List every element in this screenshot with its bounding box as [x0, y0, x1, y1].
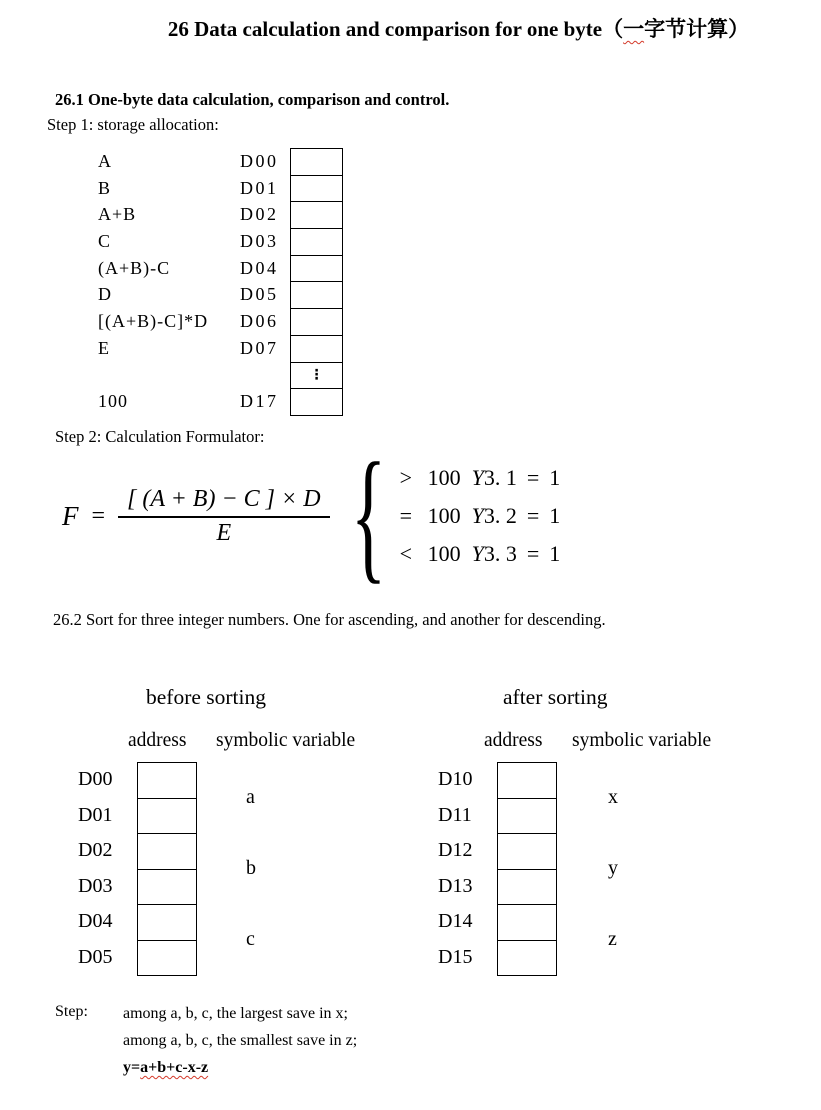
step-line-1: among a, b, c, the largest save in x; [123, 1005, 348, 1022]
formula-denominator: E [216, 519, 232, 546]
storage-address: D07 [240, 337, 279, 358]
after-address: D10 [438, 768, 473, 790]
before-address: D05 [78, 945, 113, 968]
storage-label: (A+B)-C [98, 257, 171, 278]
storage-cell [290, 201, 343, 229]
storage-cell [290, 308, 343, 336]
formula-condition-row [400, 459, 561, 497]
storage-address [240, 362, 290, 389]
condition-operator: > [399, 465, 412, 490]
after-variable: z [608, 928, 617, 950]
storage-cell [290, 148, 343, 176]
after-cell [497, 904, 557, 941]
page-title [0, 13, 821, 43]
before-cell [137, 833, 197, 870]
before-address: D04 [78, 910, 113, 932]
title-cn-wavy-char: 一 [623, 17, 645, 41]
title-cn-open-paren: （ [602, 17, 624, 41]
storage-cell [290, 335, 343, 363]
storage-cell-column [290, 148, 343, 416]
after-symbolic-header: symbolic variable [572, 730, 712, 751]
formula-lhs: F [62, 500, 79, 531]
before-address-column [78, 762, 112, 975]
formula-brace: { [350, 433, 386, 598]
bottom-step-label: Step: [55, 1003, 88, 1020]
before-symbolic-header: symbolic variable [216, 730, 356, 751]
condition-eq: = [526, 503, 540, 528]
after-cell [497, 833, 557, 870]
formula-condition-row [400, 497, 561, 535]
before-address: D03 [78, 874, 113, 897]
before-address-header: address [128, 730, 187, 751]
after-cell-column [497, 762, 557, 976]
condition-value: 1 [549, 541, 561, 566]
before-variable: a [246, 786, 255, 808]
storage-label: C [98, 231, 112, 252]
formula-equals: = [91, 502, 106, 529]
after-address: D12 [438, 839, 473, 861]
storage-label-column [98, 148, 238, 415]
title-cn-close-paren: ） [728, 17, 750, 41]
condition-output-var: Y [471, 503, 484, 528]
formula-fraction [118, 486, 329, 547]
condition-output-index: 3. 3 [483, 541, 517, 566]
formula-condition-row [400, 535, 561, 573]
before-cell [137, 869, 197, 906]
after-cell [497, 869, 557, 906]
before-cell-column [137, 762, 197, 976]
before-variable: b [246, 857, 256, 879]
storage-label: E [98, 337, 110, 358]
step1-label: Step 1: storage allocation: [47, 115, 219, 134]
storage-address: D02 [240, 204, 279, 225]
storage-cell [290, 228, 343, 256]
storage-address: D06 [240, 311, 279, 332]
after-variable: y [608, 857, 618, 879]
storage-cell [290, 388, 343, 416]
storage-address: D17 [240, 391, 279, 412]
condition-value: 1 [549, 465, 561, 490]
before-cell [137, 940, 197, 977]
storage-label [98, 362, 238, 389]
step-line-2: among a, b, c, the smallest save in z; [123, 1032, 358, 1049]
title-cn-rest: 字节计算 [644, 17, 729, 41]
step-formula-wavy: a+b+c-x-z [140, 1059, 209, 1076]
before-sorting-title: before sorting [146, 685, 267, 709]
after-address: D11 [438, 803, 472, 826]
after-sorting-title: after sorting [503, 685, 608, 709]
storage-address: D04 [240, 257, 279, 278]
after-variable: x [608, 786, 618, 808]
storage-cell-ellipsis [290, 362, 343, 390]
storage-label: [(A+B)-C]*D [98, 311, 209, 332]
storage-address: D00 [240, 151, 279, 171]
storage-label: 100 [98, 391, 128, 412]
before-cell [137, 904, 197, 941]
storage-cell [290, 255, 343, 283]
after-cell [497, 762, 557, 799]
condition-operator: = [399, 503, 412, 528]
section-26-1-heading: 26.1 One-byte data calculation, comparison and control. [55, 90, 450, 109]
storage-label: A+B [98, 204, 137, 225]
storage-address: D03 [240, 231, 279, 252]
condition-output-var: Y [471, 541, 484, 566]
step2-label: Step 2: Calculation Formulator: [55, 427, 265, 446]
storage-address: D05 [240, 284, 279, 305]
after-address: D13 [438, 874, 473, 897]
condition-value: 1 [549, 503, 561, 528]
before-cell [137, 762, 197, 799]
bottom-step-lines [123, 1003, 357, 1084]
after-address: D14 [438, 910, 473, 932]
after-cell [497, 798, 557, 835]
after-variable-column [608, 762, 618, 975]
condition-threshold: 100 [427, 541, 461, 566]
step-formula-prefix: y= [123, 1059, 141, 1076]
formula-conditions [400, 459, 561, 573]
after-address-header: address [484, 730, 543, 751]
storage-address: D01 [240, 177, 279, 198]
storage-allocation-table [98, 148, 358, 418]
storage-label: B [98, 177, 112, 198]
before-variable: c [246, 928, 255, 950]
condition-output-index: 3. 2 [483, 503, 517, 528]
storage-label: A [98, 151, 112, 171]
before-cell [137, 798, 197, 835]
storage-address-column [240, 148, 290, 415]
step-line-3 [123, 1057, 357, 1084]
after-cell [497, 940, 557, 977]
after-address-column [438, 762, 472, 975]
condition-output-index: 3. 1 [483, 465, 517, 490]
before-address: D01 [78, 803, 113, 826]
after-address: D15 [438, 945, 473, 968]
condition-operator: < [399, 541, 412, 566]
condition-threshold: 100 [427, 503, 461, 528]
before-address: D00 [78, 768, 113, 790]
condition-eq: = [526, 465, 540, 490]
condition-output-var: Y [471, 465, 484, 490]
vertical-ellipsis-icon: ⋮ [309, 367, 324, 384]
before-address: D02 [78, 839, 113, 861]
storage-cell [290, 281, 343, 309]
condition-eq: = [526, 541, 540, 566]
page-title-text: 26 Data calculation and comparison for one byte [167, 17, 603, 41]
condition-threshold: 100 [427, 465, 461, 490]
before-variable-column [246, 762, 256, 975]
section-26-2-heading: 26.2 Sort for three integer numbers. One for ascending, and another for descending. [53, 610, 606, 629]
storage-label: D [98, 284, 112, 305]
formula-numerator: [ (A + B) − C ] × D [118, 486, 329, 518]
storage-cell [290, 175, 343, 203]
